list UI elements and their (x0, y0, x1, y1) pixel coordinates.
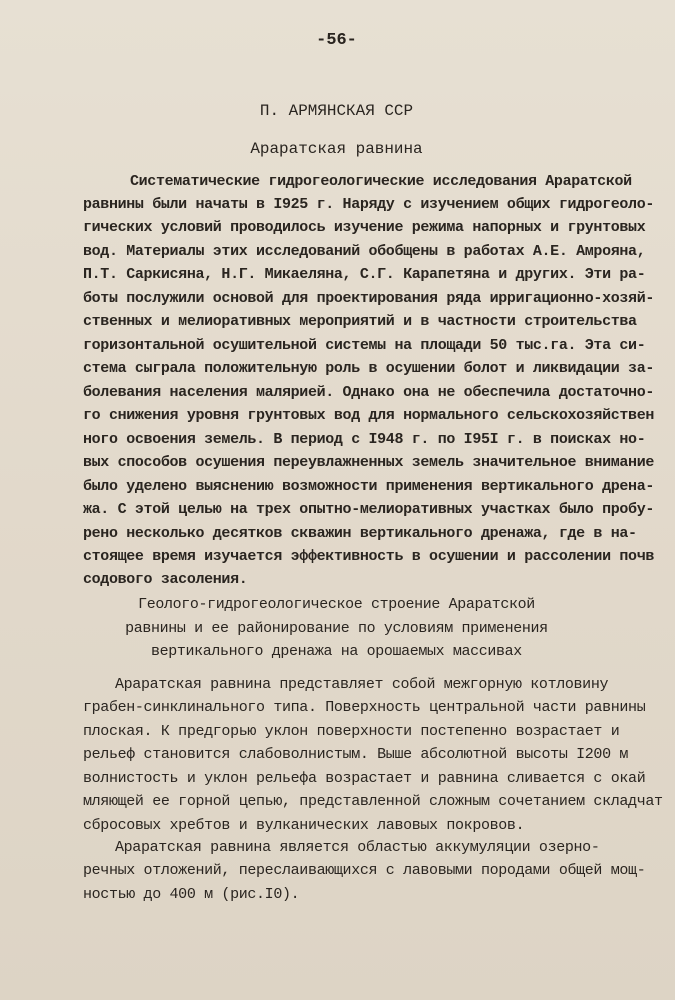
text-line: грабен-синклинального типа. Поверхность центральной части равнины (83, 699, 646, 716)
text-line: жа. С этой целью на трех опытно-мелиоративных участках было пробу- (83, 501, 654, 518)
section-title: Араратская равнина (250, 140, 423, 158)
text-line: Араратская равнина является областью аккумуляции озерно- (115, 839, 600, 856)
subheading-line: равнины и ее районирование по условиям применения (125, 620, 548, 637)
text-line: гических условий проводилось изучение режима напорных и грунтовых (83, 219, 646, 236)
text-line: было уделено выяснению возможности применения вертикального дрена- (83, 478, 654, 495)
text-line: го снижения уровня грунтовых вод для нормального сельскохозяйствен (83, 407, 654, 424)
text-line: плоская. К предгорью уклон поверхности постепенно возрастает и (83, 723, 620, 740)
text-line: ного освоения земель. В период с I948 г. по I95I г. в поисках но- (83, 431, 646, 448)
page-number: -56- (316, 31, 357, 50)
text-line: равнины были начаты в I925 г. Наряду с изучением общих гидрогеоло- (83, 196, 654, 213)
text-line: речных отложений, переслаивающихся с лавовыми породами общей мощ- (83, 862, 646, 879)
subheading-line: Геолого-гидрогеологическое строение Араратской (138, 596, 535, 613)
text-line: болевания населения малярией. Однако она не обеспечила достаточно- (83, 384, 654, 401)
text-line: Араратская равнина представляет собой межгорную котловину (115, 676, 609, 693)
text-line: ственных и мелиоративных мероприятий и в частности строительства (83, 313, 637, 330)
text-line: боты послужили основой для проектирования ряда ирригационно-хозяй- (83, 290, 654, 307)
text-line: мляющей ее горной цепью, представленной сложным сочетанием складчат (83, 793, 663, 810)
text-line: стема сыграла положительную роль в осушении болот и ликвидации за- (83, 360, 654, 377)
text-line: волнистость и уклон рельефа возрастает и равнина сливается с окай (83, 770, 646, 787)
subheading-line: вертикального дренажа на орошаемых массивах (151, 643, 522, 660)
text-line: рельеф становится слабоволнистым. Выше абсолютной высоты I200 м (83, 746, 629, 763)
text-line: Систематические гидрогеологические исследования Араратской (130, 173, 632, 190)
text-line: содового засоления. (83, 571, 248, 588)
text-line: ностью до 400 м (рис.I0). (83, 886, 300, 903)
text-line: стоящее время изучается эффективность в осушении и рассолении почв (83, 548, 654, 565)
text-line: П.Т. Саркисяна, Н.Г. Микаеляна, С.Г. Карапетяна и других. Эти ра- (83, 266, 646, 283)
text-line: вых способов осушения переувлажненных земель значительное внимание (83, 454, 654, 471)
chapter-title: П. АРМЯНСКАЯ ССР (259, 102, 414, 120)
text-line: сбросовых хребтов и вулканических лавовых покровов. (83, 817, 525, 834)
text-line: горизонтальной осушительной системы на площади 50 тыс.га. Эта си- (83, 337, 646, 354)
text-line: вод. Материалы этих исследований обобщены в работах А.Е. Амрояна, (83, 243, 646, 260)
text-line: рено несколько десятков скважин вертикального дренажа, где в на- (83, 525, 637, 542)
